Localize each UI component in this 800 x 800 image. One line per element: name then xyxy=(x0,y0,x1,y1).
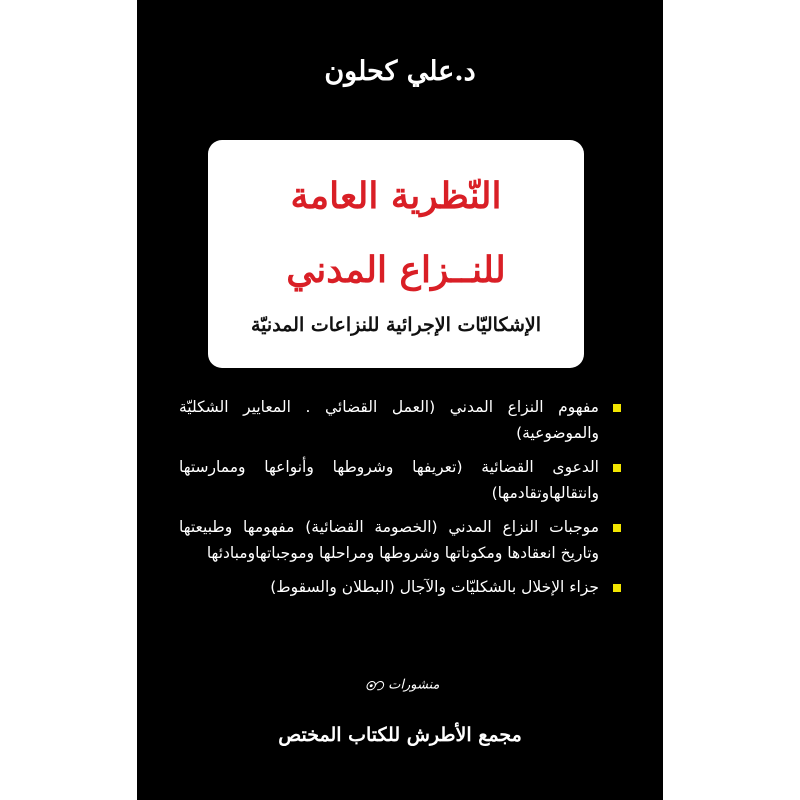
list-item-text: موجبات النزاع المدني (الخصومة القضائية) مفهومها وطبيعتها وتاريخ انعقادها ومكوناتها وشروطها ومراحلها وموجباتهاومبادئها xyxy=(179,518,599,562)
square-bullet-icon xyxy=(613,524,621,532)
square-bullet-icon xyxy=(613,584,621,592)
book-cover xyxy=(137,0,663,800)
list-item xyxy=(179,454,625,506)
title-line-2: للنــزاع المدني xyxy=(286,249,506,291)
list-item-text: مفهوم النزاع المدني (العمل القضائي . المعايير الشكليّة والموضوعية) xyxy=(179,398,599,442)
publisher-name: مجمع الأطرش للكتاب المختص xyxy=(278,724,522,746)
author-name: د.علي كحلون xyxy=(324,56,476,87)
list-item xyxy=(179,514,625,566)
subtitle: الإشكاليّات الإجرائية للنزاعات المدنيّة xyxy=(250,314,541,336)
calligraphy-swirl-icon: ꩦ xyxy=(364,671,384,695)
list-item-text: الدعوى القضائية (تعريفها وشروطها وأنواعها وممارستها وانتقالهاوتقادمها) xyxy=(179,458,599,502)
square-bullet-icon xyxy=(613,404,621,412)
title-box xyxy=(208,140,584,368)
list-item xyxy=(179,574,625,600)
list-item-text: جزاء الإخلال بالشكليّات والآجال (البطلان والسقوط) xyxy=(270,578,599,596)
publisher-logo xyxy=(137,670,663,700)
square-bullet-icon xyxy=(613,464,621,472)
list-item xyxy=(179,394,625,446)
topics-list xyxy=(179,394,625,608)
title-line-1: النّظرية العامة xyxy=(290,175,502,217)
publisher-mark-text: منشورات xyxy=(388,677,440,693)
